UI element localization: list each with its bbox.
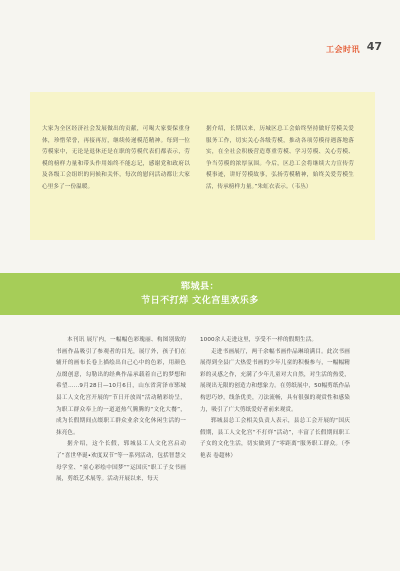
article-right-column — [200, 335, 350, 463]
article-title: 郓城县： — [180, 282, 219, 292]
article-subtitle: 节日不打烊 文化宫里欢乐多 — [141, 296, 259, 306]
page-number: 47 — [366, 40, 382, 53]
article-paragraph: 1000余人走进这里，享受不一样的假期生活。 — [200, 337, 318, 343]
article-paragraph: 据介绍，这个长假，郓城县工人文化宫启动了“喜世华诞•欢度双节”等一系列活动，包括智慧父母学堂、“童心彩绘中国梦”“运国庆“职工子女书画展，剪纸艺术展等。活动开展以来，每天 — [56, 441, 186, 483]
article-left-column — [56, 335, 186, 486]
page-header — [0, 0, 400, 60]
article-paragraph: 本刊讯 展厅内，一幅幅色彩瑰丽、构图别致的书画作品吸引了参观者的目光，展厅外，孩子们在辅开的画布长卷上描绘出自己心中的色彩，用颜色点缀创意，勾勒出的经典作品承载着自己的梦想和希望……9月28日—10月6日，山东省菏泽市郓城县工人文化宫开展的“节日开放周”活动精彩纷呈，为职工群众奉上的一道道热气腾腾的“文化大餐”，成为长假期间点缀职工群众业余文化休闲生活的一抹亮色。 — [56, 337, 186, 436]
article-paragraph: 走进书画展厅，两千余幅书画作品琳琅满目。此次书画展得到全县广大热爱书画的少年儿童的积极参与，一幅幅精彩的灵感之作，充满了少年儿童对大自然，对生活的热爱，展现出无限的创造力和想象力。在剪纸展中，50幅剪纸作品构思巧妙，线条优美，刀法流畅，具有很强的观赏性和感染力，吸引了广大剪纸爱好者前来观赏。 — [200, 348, 350, 413]
previous-article-right-column: 据介绍，长期以来，历城区总工会始终坚持做好劳模关爱服务工作，切实关心各级劳模，推动各项劳模待遇落地落实，在全社会积极营造尊重劳模、学习劳模、关心劳模、争当劳模的浓厚氛围。今后，区总工会将继续大力宣传劳模事迹，讲好劳模故事，弘扬劳模精神，始终关爱劳模生活，传承榜样力量。”朱虹衣表示。（韦丛） — [206, 126, 354, 190]
article-paragraph: 郓城县总工会相关负责人表示，县总工会开展的“国庆假期，县工人文化宫“不打烊”活动”，丰富了长假期间职工子女的文化生活，切实做到了“零距离”服务职工群众。（李艳表 卷超林） — [200, 418, 350, 459]
section-label: 工会时讯 — [326, 45, 360, 54]
previous-article-left-column: 大家为全区经济社会发展做出的贡献，可喝大家要保重身体，珍惜荣誉，再接再厉，继续传递模范精神。每到一位劳模家中，无论是退休还是在职的劳模代表们都表示，劳模的榜样力量和带头作用始终不能忘记，感谢党和政府以及各级工会组织的问候和关怀，每次的慰问活动都让大家心里多了一份温暖。 — [42, 126, 190, 190]
